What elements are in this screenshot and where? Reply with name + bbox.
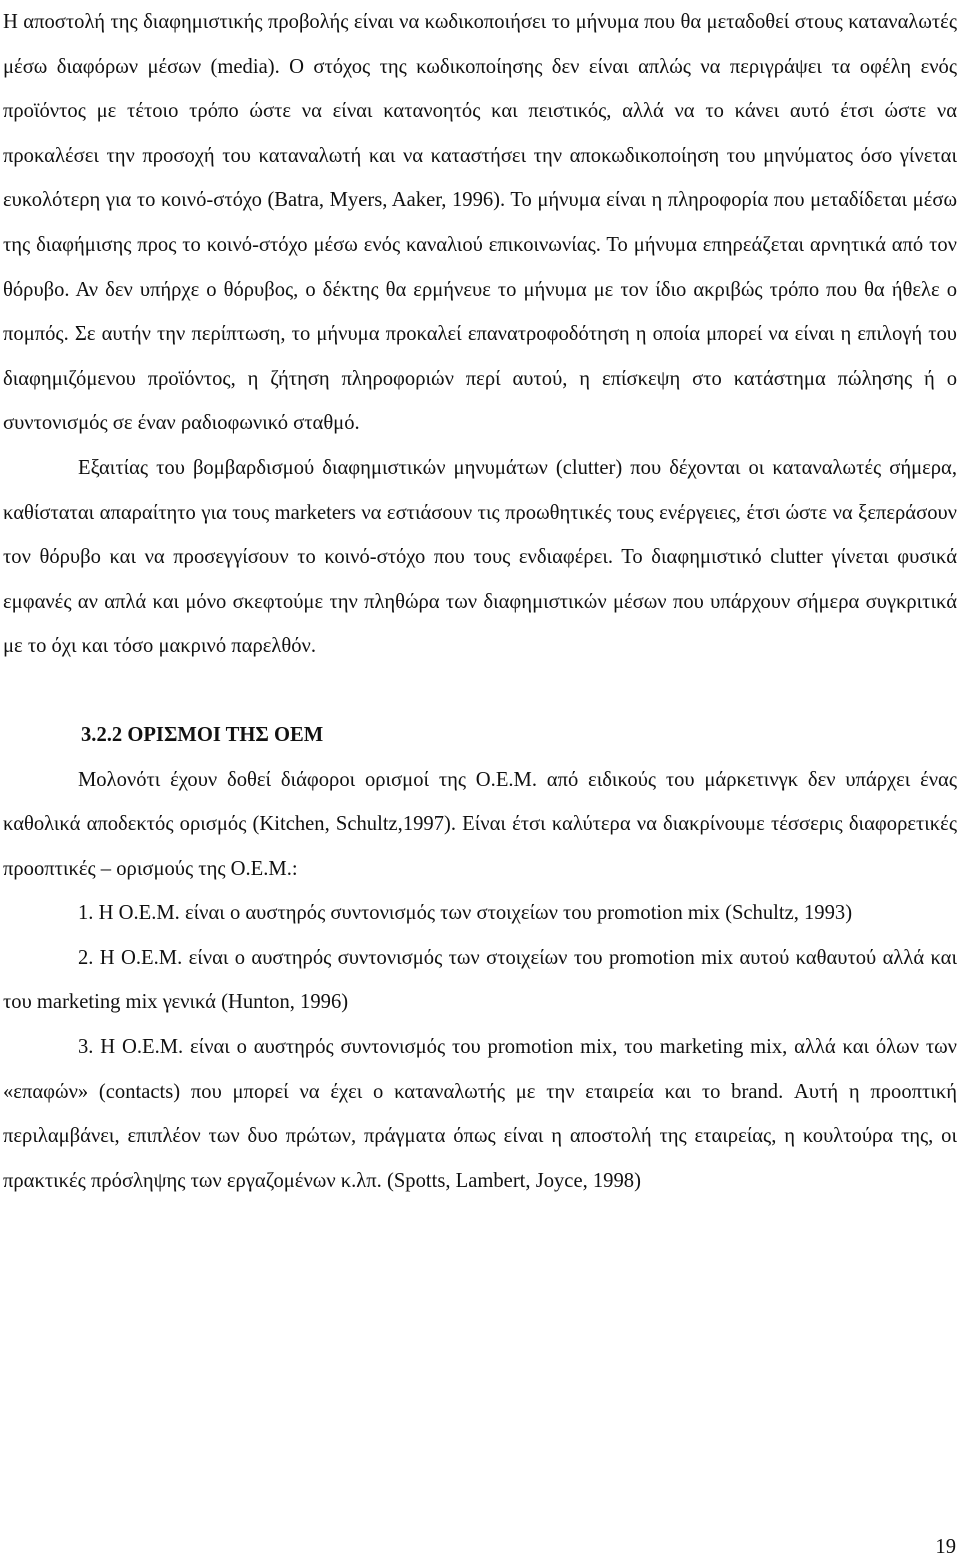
definitions-intro-paragraph: Μολονότι έχουν δοθεί διάφοροι ορισμοί της Ο.Ε.Μ. από ειδικούς του μάρκετινγκ δεν υπάρχει ένας καθολικά αποδεκτός ορισμός (Kitchen, Schultz,1997). Είναι έτσι καλύτερα να διακρίνουμε τέσσερις διαφορετικές προοπτικές – ορισμούς της Ο.Ε.Μ.: bbox=[3, 768, 957, 880]
body-paragraph-1: Η αποστολή της διαφημιστικής προβολής είναι να κωδικοποιήσει το μήνυμα που θα μεταδοθεί στους καταναλωτές μέσω διαφόρων μέσων (media). Ο στόχος της κωδικοποίησης δεν είναι απλώς να περιγράψει τα οφέλη ενός προϊόντος με τέτοιο τρόπο ώστε να είναι κατανοητός και πειστικός, αλλά να το κάνει αυτό έτσι ώστε να προκαλέσει την προσοχή του καταναλωτή και να καταστήσει την αποκωδικοποίηση του μηνύματος όσο γίνεται ευκολότερη για το κοινό-στόχο (Batra, Myers, Aaker, 1996). Το μήνυμα είναι η πληροφορία που μεταδίδεται μέσω της διαφήμισης προς το κοινό-στόχο μέσω ενός καναλιού επικοινωνίας. Το μήνυμα επηρεάζεται αρνητικά από τον θόρυβο. Αν δεν υπήρχε ο θόρυβος, ο δέκτης θα ερμήνευε το μήνυμα με τον ίδιο ακριβώς τρόπο που θα ήθελε ο πομπός. Σε αυτήν την περίπτωση, το μήνυμα προκαλεί επανατροφοδότηση η οποία μπορεί να είναι η επιλογή του διαφημιζόμενου προϊόντος, η ζήτηση πληροφοριών περί αυτού, η επίσκεψη στο κατάστημα πώλησης ή ο συντονισμός σε έναν ραδιοφωνικό σταθμό. bbox=[3, 11, 957, 435]
document-page bbox=[3, 0, 957, 1203]
body-paragraph-2: Εξαιτίας του βομβαρδισμού διαφημιστικών μηνυμάτων (clutter) που δέχονται οι καταναλωτές σήμερα, καθίσταται απαραίτητο για τους marketers να εστιάσουν τις προωθητικές τους ενέργειες, έτσι ώστε να ξεπεράσουν τον θόρυβο και να προσεγγίσουν το κοινό-στόχο που τους ενδιαφέρει. Το διαφημιστικό clutter γίνεται φυσικά εμφανές αν απλά και μόνο σκεφτούμε την πληθώρα των διαφημιστικών μέσων που υπάρχουν σήμερα συγκριτικά με το όχι και τόσο μακρινό παρελθόν. bbox=[3, 456, 957, 658]
section-heading: 3.2.2 ΟΡΙΣΜΟΙ ΤΗΣ ΟΕΜ bbox=[81, 723, 324, 746]
definition-item-1: 1. Η Ο.Ε.Μ. είναι ο αυστηρός συντονισμός των στοιχείων του promotion mix (Schultz, 1993) bbox=[78, 902, 853, 925]
definition-item-2: 2. Η Ο.Ε.Μ. είναι ο αυστηρός συντονισμός των στοιχείων του promotion mix αυτού καθαυτού αλλά και του marketing mix γενικά (Hunton, 1996) bbox=[3, 946, 957, 1014]
page-number: 19 bbox=[935, 1536, 956, 1558]
definition-item-3: 3. Η Ο.Ε.Μ. είναι ο αυστηρός συντονισμός του promotion mix, του marketing mix, αλλά και όλων των «επαφών» (contacts) που μπορεί να έχει ο καταναλωτής με την εταιρεία και το brand. Αυτή η προοπτική περιλαμβάνει, επιπλέον των δυο πρώτων, πράγματα όπως είναι η αποστολή της εταιρείας, η κουλτούρα της, οι πρακτικές πρόσληψης των εργαζομένων κ.λπ. (Spotts, Lambert, Joyce, 1998) bbox=[3, 1036, 957, 1192]
